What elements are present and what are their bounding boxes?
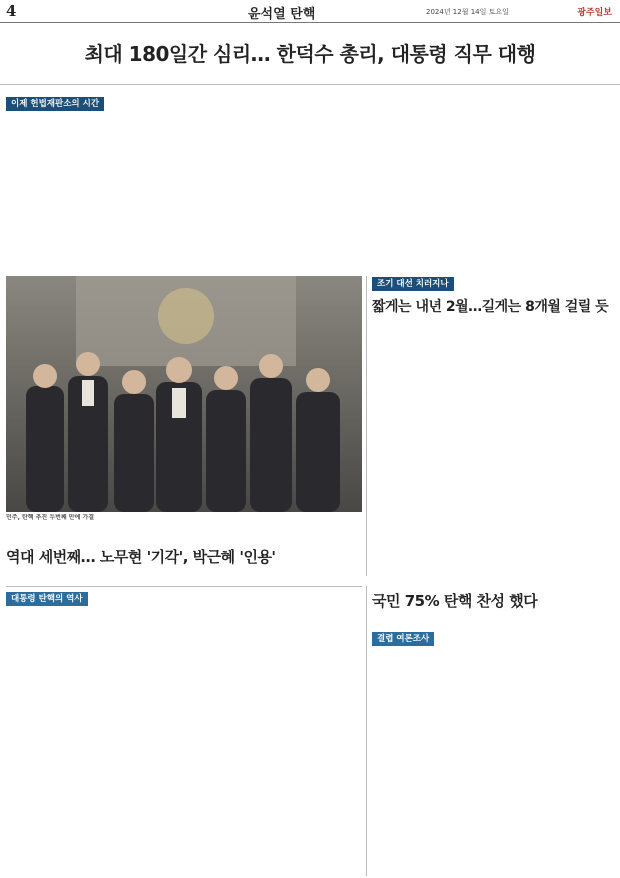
story2-headline: 역대 세번째… 노무현 '기각', 박근혜 '인용' <box>6 548 276 566</box>
story2-subhead <box>122 590 362 630</box>
story1-col4 <box>356 94 476 272</box>
story1-col2 <box>120 132 228 272</box>
side-story-col1 <box>372 356 490 572</box>
story3-col2 <box>496 632 614 862</box>
story1-label: 이제 헌법재판소의 시간 <box>6 97 104 111</box>
side-story-headline: 짧게는 내년 2월…길게는 8개월 걸릴 듯 <box>372 299 609 315</box>
side-story-col2 <box>496 322 614 568</box>
story2-label: 대통령 탄핵의 역사 <box>6 592 88 606</box>
story2-col1 <box>6 612 116 874</box>
side-story-label: 조기 대선 치러지나 <box>372 277 454 291</box>
news-photo <box>6 276 362 512</box>
photo-illustration <box>6 276 362 512</box>
story2-rule <box>6 586 362 587</box>
story1-lead <box>120 94 350 130</box>
side-story-subhead <box>372 324 490 352</box>
photo-caption <box>6 514 362 532</box>
section-title: 윤석열 탄핵 <box>248 7 316 22</box>
story2-col2 <box>122 636 238 874</box>
story2-col3 <box>244 636 364 862</box>
page-header <box>0 0 620 22</box>
issue-date: 2024년 12월 14일 토요일 <box>426 8 509 16</box>
story3-headline: 국민 75% 탄핵 찬성 했다 <box>372 592 538 610</box>
story3-col1 <box>372 650 490 874</box>
header-rule <box>0 22 620 23</box>
main-headline: 최대 180일간 심리… 한덕수 총리, 대통령 직무 대행 <box>84 42 536 66</box>
story1-col5 <box>482 94 614 272</box>
story3-label: 결렵 여론조사 <box>372 632 434 646</box>
column-divider <box>366 276 367 576</box>
headline-rule <box>0 84 620 85</box>
photo-caption-title: 민주, 탄핵 추진 두번째 만에 가결 <box>6 514 95 521</box>
story1-col1 <box>6 116 114 271</box>
newspaper-name: 광주일보 <box>577 8 612 18</box>
story3-subhead <box>372 616 616 628</box>
page-number: 4 <box>6 2 17 20</box>
story1-col3 <box>232 132 350 272</box>
column-divider-lower <box>366 586 367 876</box>
